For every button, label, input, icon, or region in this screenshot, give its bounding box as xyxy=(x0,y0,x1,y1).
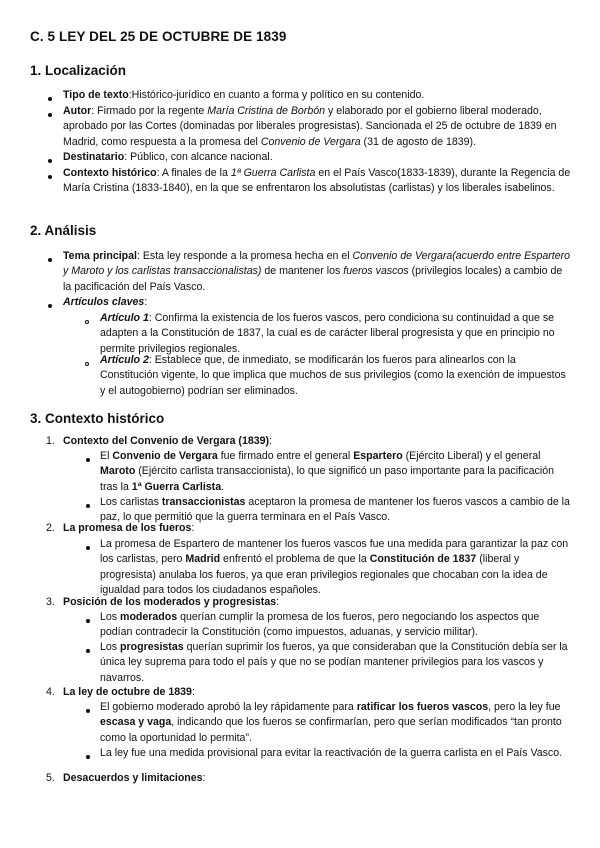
section-heading-analisis: 2. Análisis xyxy=(30,223,97,238)
circle-bullet-icon xyxy=(85,356,89,371)
list-item-contexto: Contexto histórico: A finales de la 1ª Guerra Carlista en el País Vasco(1833-1839), durante la Regencia de María Cristina (1833-1840), en la que se enfrentaron los absolutistas (carlistas) y los liberales isabelinos. xyxy=(63,167,571,195)
bullet-icon xyxy=(48,252,52,267)
list-item-ley: La ley de octubre de 1839: xyxy=(63,686,195,698)
bullet-icon xyxy=(48,107,52,122)
list-item-moderados: Los moderados querían cumplir la promesa de los fueros, pero negociando los aspectos que podían contradecir la Constitución (como impuestos, aduanas, y servicio militar). xyxy=(100,611,540,639)
list-number: 3. xyxy=(46,596,55,608)
bullet-icon xyxy=(48,91,52,106)
bullet-icon xyxy=(86,498,90,513)
section-heading-contexto: 3. Contexto histórico xyxy=(30,411,165,426)
list-item-progresistas: Los progresistas querían suprimir los fueros, ya que consideraban que la Constitución debía ser la única ley suprema para todo el país y que no se podían mantener privilegios para los vascos y navarros. xyxy=(100,641,568,684)
bullet-icon xyxy=(86,613,90,628)
list-item-gobierno-moderado: El gobierno moderado aprobó la ley rápidamente para ratificar los fueros vascos, pero la ley fue escasa y vaga, indicando que los fueros se confirmarían, pero que serían modificados “tan pronto como la oportunidad lo permita”. xyxy=(100,701,562,744)
list-item-articulos: Artículos claves: xyxy=(63,296,148,308)
list-item-tipo: Tipo de texto:Histórico-jurídico en cuanto a forma y político en su contenido. xyxy=(63,89,425,101)
list-item-tema: Tema principal: Esta ley responde a la promesa hecha en el Convenio de Vergara(acuerdo entre Espartero y Maroto y los carlistas transaccionalistas) de mantener los fueros vascos (privilegios locales) a cambio de la pacificación del País Vasco. xyxy=(63,250,571,293)
list-item-convenio-firma: El Convenio de Vergara fue firmado entre el general Espartero (Ejército Liberal) y el general Maroto (Ejército carlista transaccionista), lo que significó un paso importante para la pacificación tras la 1ª Guerra Carlista. xyxy=(100,450,554,493)
list-item-destinatario: Destinatario: Público, con alcance nacional. xyxy=(63,151,273,163)
list-number: 1. xyxy=(46,435,55,447)
bullet-icon xyxy=(48,169,52,184)
list-item-convenio: Contexto del Convenio de Vergara (1839): xyxy=(63,435,272,447)
list-item-posicion: Posición de los moderados y progresistas: xyxy=(63,596,280,608)
list-item-articulo-1: Artículo 1: Confirma la existencia de los fueros vascos, pero condiciona su continuidad a que se adapten a la Constitución de 1837, la cual es de carácter liberal progresista y que en principio no permite privilegios regionales. xyxy=(100,312,555,355)
list-number: 2. xyxy=(46,522,55,534)
list-item-promesa-espartero: La promesa de Espartero de mantener los fueros vascos fue una medida para garantizar la paz con los carlistas, pero Madrid enfrentó el problema de que la Constitución de 1837 (liberal y progresista) anulaba los fueros, ya que eran privilegios regionales que chocaban con la idea de igualdad para todos los ciudadanos españoles. xyxy=(100,538,569,597)
list-item-transaccionistas: Los carlistas transaccionistas aceptaron la promesa de mantener los fueros vascos a cambio de la paz, lo que permitió que la guerra terminara en el País Vasco. xyxy=(100,496,570,524)
bullet-icon xyxy=(86,540,90,555)
bullet-icon xyxy=(48,298,52,313)
bullet-icon xyxy=(86,703,90,718)
bullet-icon xyxy=(48,153,52,168)
bullet-icon xyxy=(86,643,90,658)
bullet-icon xyxy=(86,749,90,764)
circle-bullet-icon xyxy=(85,314,89,329)
section-heading-localizacion: 1. Localización xyxy=(30,63,127,78)
list-item-autor: Autor: Firmado por la regente María Cristina de Borbón y elaborado por el gobierno liberal moderado, aprobado por las Cortes (dominadas por liberales progresistas). Sancionada el 25 de octubre de 1839 en Madrid, como respuesta a la promesa del Convenio de Vergara (31 de agosto de 1839). xyxy=(63,105,557,148)
list-item-promesa: La promesa de los fueros: xyxy=(63,522,195,534)
list-item-desacuerdos: Desacuerdos y limitaciones: xyxy=(63,772,206,784)
list-item-articulo-2: Artículo 2: Establece que, de inmediato, se modificarán los fueros para alinearlos con la Constitución vigente, lo que implica que muchos de sus privilegios (como la exención de impuestos y el autogobierno) podrían ser eliminados. xyxy=(100,354,566,397)
list-item-medida-provisional: La ley fue una medida provisional para evitar la reactivación de la guerra carlista en el País Vasco. xyxy=(100,747,563,759)
list-number: 4. xyxy=(46,686,55,698)
document-title: C. 5 LEY DEL 25 DE OCTUBRE DE 1839 xyxy=(30,29,287,44)
bullet-icon xyxy=(86,452,90,467)
list-number: 5. xyxy=(46,772,55,784)
